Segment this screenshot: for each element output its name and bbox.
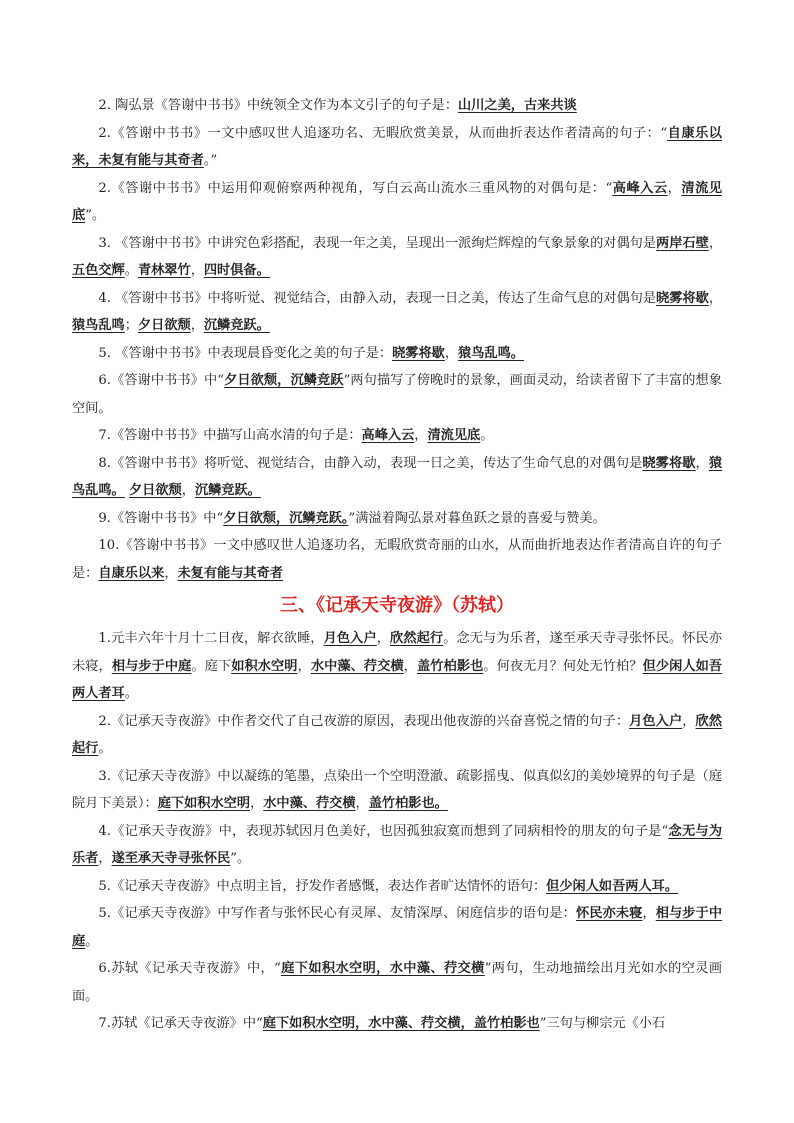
question-text: ， bbox=[642, 906, 656, 921]
answer-text: 两岸石壁 bbox=[656, 235, 709, 251]
answer-text: 月色入户 bbox=[629, 713, 683, 729]
answer-text: 庭下如积水空明 bbox=[157, 796, 251, 811]
answer-text: 欣然起行 bbox=[72, 713, 723, 756]
question-text: 2.《答谢中书书》一文中感叹世人追逐功名、无暇欣赏美景，从而曲折表达作者清高的句子：“ bbox=[98, 125, 668, 141]
answer-text: 夕日欲颓，沉鳞竞跃。 bbox=[223, 510, 349, 526]
answer-text: 四时俱备。 bbox=[203, 263, 270, 278]
question-text: 2.《记承天寺夜游》中作者交代了自己夜游的原因，表现出他夜游的兴奋喜悦之情的句子： bbox=[98, 713, 630, 729]
question-text: ， bbox=[682, 713, 696, 729]
answer-text: 月色入户 bbox=[323, 631, 377, 646]
answer-text: 未复有能与其奇者 bbox=[177, 565, 283, 581]
answer-text: 猿鸟乱鸣 bbox=[72, 318, 125, 333]
question-text: ， bbox=[250, 796, 264, 811]
question-text: 4.《记承天寺夜游》中，表现苏轼因月色美好，也因孤独寂寞而想到了同病相怜的朋友的句子是“ bbox=[98, 823, 669, 839]
question-text: 5. 《答谢中书书》中表现晨昏变化之美的句子是： bbox=[98, 345, 393, 361]
question-text: ”满溢着陶弘景对暮鱼跃之景的喜爱与赞美。 bbox=[348, 510, 606, 526]
answer-text: 高峰入云 bbox=[612, 180, 668, 196]
answer-text: 沉鳞竞跃。 bbox=[203, 318, 270, 333]
question-item bbox=[72, 120, 722, 175]
question-text: ”三句与柳宗元《小石 bbox=[539, 1016, 666, 1031]
question-item bbox=[72, 873, 722, 901]
question-item bbox=[72, 955, 722, 1010]
section-three-answers bbox=[72, 625, 722, 1038]
question-item bbox=[72, 367, 722, 422]
question-text: ， bbox=[297, 658, 311, 674]
answer-text: 五色交辉 bbox=[72, 263, 125, 278]
answer-text: 欣然起行 bbox=[390, 631, 444, 646]
answer-text: 但少闲人如吾两人耳。 bbox=[546, 878, 679, 894]
question-text: 。 bbox=[124, 263, 138, 278]
question-text: 。庭下 bbox=[191, 658, 232, 674]
question-item bbox=[72, 92, 722, 120]
question-text: ， bbox=[164, 565, 178, 581]
answer-text: 盖竹柏影也 bbox=[417, 658, 484, 674]
question-text: 5.《记承天寺夜游》中点明主旨，抒发作者感慨，表达作者旷达情怀的语句： bbox=[98, 878, 547, 894]
question-item bbox=[72, 340, 722, 368]
question-item bbox=[72, 763, 722, 818]
question-text: 6.《答谢中书书》中“ bbox=[98, 373, 224, 388]
answer-text: 山川之美，古来共谈 bbox=[458, 98, 577, 113]
question-item bbox=[72, 818, 722, 873]
answer-text: 青林翠竹 bbox=[137, 263, 191, 278]
question-text: 10.《答谢中书书》一文中感叹世人追逐功名，无暇欣赏奇丽的山水，从而曲折地表达作者清高自许的句子是： bbox=[72, 538, 722, 581]
question-text: 。 bbox=[98, 741, 112, 756]
question-text: 2. 陶弘景《答谢中书书》中统领全文作为本文引子的句子是： bbox=[98, 98, 459, 113]
question-text: 。何夜无月？何处无竹柏？ bbox=[483, 658, 643, 674]
question-text: 。念无与为乐者，遂至承天寺寻张怀民。怀民亦未寝， bbox=[72, 631, 723, 674]
question-text: 7.苏轼《记承天寺夜游》中“ bbox=[98, 1016, 263, 1031]
question-text: ”两句描写了傍晚时的景象，画面灵动，给读者留下了丰富的想象空间。 bbox=[72, 373, 722, 416]
answer-text: 高峰入云 bbox=[361, 428, 415, 443]
question-text: ， bbox=[695, 455, 709, 471]
question-text: 。 bbox=[85, 933, 99, 949]
question-text: 3. 《答谢中书书》中讲究色彩搭配，表现一年之美，呈现出一派绚烂辉煌的气象景象的对偶句是 bbox=[98, 235, 657, 251]
answer-text: 猿鸟乱鸣。 bbox=[72, 455, 723, 498]
question-item bbox=[72, 1010, 722, 1038]
question-text: 6.苏轼《记承天寺夜游》中，“ bbox=[98, 961, 281, 976]
question-text: ， bbox=[190, 263, 204, 278]
question-text: 2.《答谢中书书》中运用仰观俯察两种视角，写白云高山流水三重风物的对偶句是：“ bbox=[98, 180, 613, 196]
answer-text: 猿鸟乱鸣。 bbox=[458, 345, 524, 361]
question-item bbox=[72, 285, 722, 340]
section-title: 三、《记承天寺夜游》（苏轼） bbox=[280, 595, 514, 616]
question-text: ， bbox=[190, 318, 204, 333]
question-text: 7.《答谢中书书》中描写山高水清的句子是： bbox=[98, 428, 362, 443]
answer-text: 盖竹柏影也。 bbox=[368, 796, 448, 811]
question-text: 8.《答谢中书书》将听觉、视觉结合，由静入动，表现一日之美，传达了生命气息的对偶句是 bbox=[98, 455, 643, 471]
answer-text: 遂至承天寺寻张怀民 bbox=[111, 851, 231, 866]
answer-text: 晓雾将歇 bbox=[656, 290, 709, 306]
question-item bbox=[72, 422, 722, 450]
question-text: 。 bbox=[480, 428, 494, 443]
answer-text: 庭下如积水空明，水中藻、荇交横，盖竹柏影也 bbox=[262, 1016, 540, 1031]
answer-text: 怀民亦未寝 bbox=[575, 906, 643, 921]
question-text: 9.《答谢中书书》中“ bbox=[98, 510, 224, 526]
answer-text: 庭下如积水空明，水中藻、荇交横 bbox=[280, 961, 485, 976]
question-item bbox=[72, 450, 722, 505]
question-item bbox=[72, 505, 722, 533]
answer-text: 晓雾将歇 bbox=[642, 455, 696, 471]
question-text: 。 bbox=[124, 686, 138, 701]
answer-text: 夕日欲颓 bbox=[137, 318, 191, 333]
answer-text: 自康乐以来，未复有能与其奇者 bbox=[72, 125, 722, 168]
question-item bbox=[72, 708, 722, 763]
question-item bbox=[72, 625, 722, 708]
answer-text: 清流见底 bbox=[427, 428, 481, 443]
question-text: ， bbox=[376, 631, 391, 646]
answer-text: 相与步于中庭 bbox=[72, 906, 723, 949]
answer-text: 水中藻、荇交横 bbox=[263, 796, 356, 811]
question-text: 5.《记承天寺夜游》中写作者与张怀民心有灵犀、友情深厚、闲庭信步的语句是： bbox=[98, 906, 576, 921]
answer-text: 水中藻、荇交横 bbox=[310, 658, 404, 674]
answer-text: 如积水空明 bbox=[231, 658, 298, 674]
question-text: 1.元丰六年十月十二日夜，解衣欲睡， bbox=[98, 631, 324, 646]
question-text: ， bbox=[708, 290, 723, 306]
question-text: ， bbox=[403, 658, 418, 674]
answer-text: 相与步于中庭 bbox=[111, 658, 192, 674]
question-text: ， bbox=[708, 235, 723, 251]
question-text: ， bbox=[181, 483, 195, 498]
question-text: ， bbox=[414, 428, 428, 443]
answer-text: 沉鳞竞跃。 bbox=[194, 483, 261, 498]
question-item bbox=[72, 175, 722, 230]
answer-text: 念无与为乐者 bbox=[72, 823, 723, 866]
section-two-answers bbox=[72, 92, 722, 587]
question-text: ， bbox=[444, 345, 459, 361]
answer-text: 清流见底 bbox=[72, 180, 723, 223]
question-text: ”两句，生动地描绘出月光如水的空灵画面。 bbox=[72, 961, 723, 1004]
question-item bbox=[72, 900, 722, 955]
question-text: ”。 bbox=[230, 851, 251, 866]
answer-text: 但少闲人如吾两人者耳 bbox=[72, 658, 723, 701]
question-text: 。” bbox=[203, 153, 218, 168]
question-item bbox=[72, 532, 722, 587]
question-text: ； bbox=[124, 318, 138, 333]
answer-text: 晓雾将歇 bbox=[392, 345, 445, 361]
question-text: 3.《记承天寺夜游》中以凝练的笔墨，点染出一个空明澄澈、疏影摇曳、似真似幻的美妙境界的句子是（庭院月下美景）： bbox=[72, 768, 722, 811]
answer-text: 自康乐以来 bbox=[98, 565, 165, 581]
question-text: ”。 bbox=[85, 208, 106, 223]
question-text: ， bbox=[355, 796, 369, 811]
answer-text: 夕日欲颓 bbox=[128, 483, 182, 498]
question-text: 4. 《答谢中书书》中将听觉、视觉结合，由静入动，表现一日之美，传达了生命气息的对偶句是 bbox=[98, 290, 657, 306]
question-item bbox=[72, 230, 722, 285]
question-text: ， bbox=[667, 180, 682, 196]
question-text: ， bbox=[98, 851, 112, 866]
answer-text: 夕日欲颓，沉鳞竞跃 bbox=[224, 373, 344, 388]
